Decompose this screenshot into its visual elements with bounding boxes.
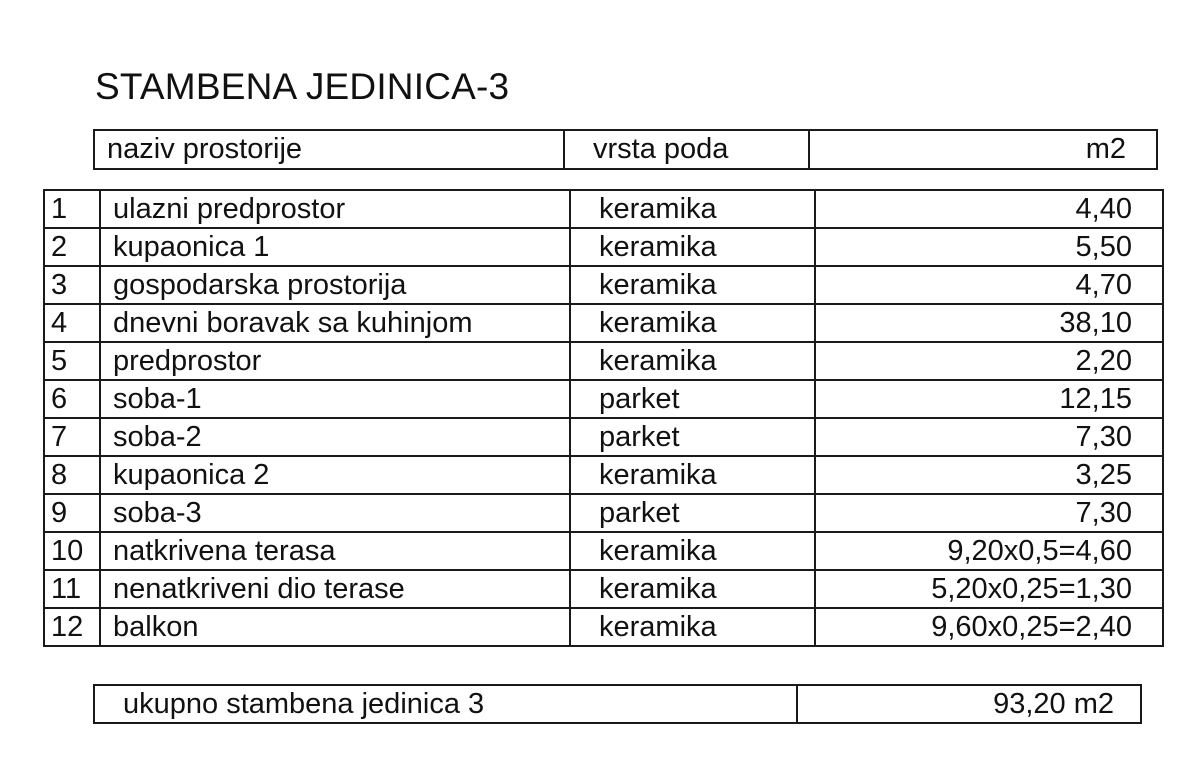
room-name: balkon: [100, 608, 570, 646]
table-row: [44, 532, 1163, 570]
room-area: 9,60x0,25=2,40: [815, 608, 1163, 646]
room-number: 1: [44, 190, 100, 228]
room-floor-type: parket: [570, 494, 815, 532]
room-floor-type: keramika: [570, 304, 815, 342]
table-row: [44, 608, 1163, 646]
room-floor-type: keramika: [570, 342, 815, 380]
table-row: [44, 570, 1163, 608]
room-number: 5: [44, 342, 100, 380]
table-row: [44, 380, 1163, 418]
room-area: 7,30: [815, 494, 1163, 532]
total-value: 93,20 m2: [797, 685, 1141, 723]
room-name: gospodarska prostorija: [100, 266, 570, 304]
table-row: [44, 228, 1163, 266]
room-floor-type: keramika: [570, 570, 815, 608]
room-number: 10: [44, 532, 100, 570]
room-floor-type: parket: [570, 418, 815, 456]
room-floor-type: parket: [570, 380, 815, 418]
rooms-table: [43, 189, 1164, 647]
room-floor-type: keramika: [570, 190, 815, 228]
room-name: predprostor: [100, 342, 570, 380]
room-name: soba-1: [100, 380, 570, 418]
column-header-floor: vrsta poda: [564, 130, 809, 169]
table-row: [44, 456, 1163, 494]
room-area: 4,70: [815, 266, 1163, 304]
room-area: 38,10: [815, 304, 1163, 342]
room-area: 12,15: [815, 380, 1163, 418]
room-name: dnevni boravak sa kuhinjom: [100, 304, 570, 342]
table-row: [44, 418, 1163, 456]
room-number: 3: [44, 266, 100, 304]
room-name: ulazni predprostor: [100, 190, 570, 228]
table-row: [44, 190, 1163, 228]
room-name: kupaonica 1: [100, 228, 570, 266]
room-name: soba-2: [100, 418, 570, 456]
total-label: ukupno stambena jedinica 3: [94, 685, 797, 723]
room-area: 9,20x0,5=4,60: [815, 532, 1163, 570]
room-number: 11: [44, 570, 100, 608]
room-floor-type: keramika: [570, 456, 815, 494]
room-floor-type: keramika: [570, 228, 815, 266]
column-header-table: [93, 129, 1158, 170]
room-area: 3,25: [815, 456, 1163, 494]
room-floor-type: keramika: [570, 266, 815, 304]
page-title: STAMBENA JEDINICA-3: [95, 66, 510, 107]
room-floor-type: keramika: [570, 608, 815, 646]
room-number: 7: [44, 418, 100, 456]
total-row: [94, 685, 1141, 723]
header-row: [94, 130, 1157, 169]
room-area: 7,30: [815, 418, 1163, 456]
room-area: 2,20: [815, 342, 1163, 380]
table-row: [44, 342, 1163, 380]
room-floor-type: keramika: [570, 532, 815, 570]
room-number: 4: [44, 304, 100, 342]
table-row: [44, 304, 1163, 342]
column-header-area: m2: [809, 130, 1157, 169]
room-area: 4,40: [815, 190, 1163, 228]
table-row: [44, 494, 1163, 532]
room-number: 9: [44, 494, 100, 532]
table-row: [44, 266, 1163, 304]
room-name: nenatkriveni dio terase: [100, 570, 570, 608]
room-name: soba-3: [100, 494, 570, 532]
room-name: natkrivena terasa: [100, 532, 570, 570]
room-number: 8: [44, 456, 100, 494]
room-name: kupaonica 2: [100, 456, 570, 494]
room-area: 5,50: [815, 228, 1163, 266]
column-header-name: naziv prostorije: [94, 130, 564, 169]
total-table: [93, 684, 1142, 724]
room-number: 12: [44, 608, 100, 646]
room-number: 6: [44, 380, 100, 418]
room-number: 2: [44, 228, 100, 266]
room-area: 5,20x0,25=1,30: [815, 570, 1163, 608]
